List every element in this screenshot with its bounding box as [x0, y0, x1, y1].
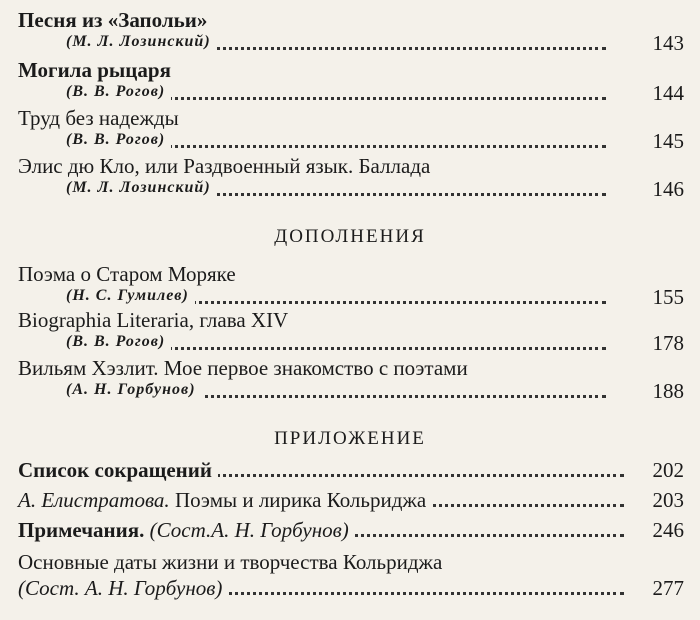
entry-title: Основные даты жизни и творчества Кольриджа: [18, 550, 448, 574]
entry-translator: (В. В. Рогов): [66, 333, 171, 351]
entry-translator: (Н. С. Гумилев): [66, 287, 195, 305]
entry-page: 155: [652, 285, 684, 309]
entry-title: Примечания.: [18, 518, 145, 542]
toc-entry: [18, 518, 684, 544]
entry-page: 202: [652, 458, 684, 482]
entry-compiler: (Сост.А. Н. Горбунов): [144, 518, 349, 542]
entry-title: Элис дю Кло, или Раздвоенный язык. Баллада: [18, 154, 431, 178]
section-heading-appendix: ПРИЛОЖЕНИЕ: [274, 428, 426, 449]
entry-title: Могила рыцаря: [18, 58, 171, 82]
toc-entry: [18, 308, 684, 355]
entry-translator: (В. В. Рогов): [66, 131, 171, 149]
article-author: А. Елистратова.: [18, 488, 170, 512]
toc-entry-continuation: [18, 576, 684, 602]
entry-translator: (М. Л. Лозинский): [66, 179, 217, 197]
toc-entry: [18, 8, 684, 55]
entry-translator: (А. Н. Горбунов): [66, 381, 202, 399]
entry-page: 143: [652, 31, 684, 55]
entry-title: Песня из «Запольи»: [18, 8, 208, 32]
entry-page: 246: [652, 518, 684, 542]
entry-page: 145: [652, 129, 684, 153]
section-heading-supplements: ДОПОЛНЕНИЯ: [274, 226, 426, 247]
entry-page: 146: [652, 177, 684, 201]
toc-entry: [18, 58, 684, 105]
entry-translator: (М. Л. Лозинский): [66, 33, 217, 51]
entry-title: Вильям Хэзлит. Мое первое знакомство с поэтами: [18, 356, 468, 380]
entry-compiler: (Сост. А. Н. Горбунов): [18, 576, 228, 600]
toc-entry: [18, 458, 684, 484]
toc-entry: [18, 356, 684, 403]
toc-entry: [18, 488, 684, 514]
toc-entry: [18, 550, 684, 576]
entry-page: 203: [652, 488, 684, 512]
entry-title: Список сокращений: [18, 458, 218, 482]
toc-entry: [18, 106, 684, 153]
entry-title: Поэма о Старом Моряке: [18, 262, 236, 286]
toc-entry: [18, 154, 684, 201]
entry-page: 188: [652, 379, 684, 403]
entry-title: Труд без надежды: [18, 106, 179, 130]
entry-page: 277: [652, 576, 684, 600]
entry-translator: (В. В. Рогов): [66, 83, 171, 101]
toc-entry: [18, 262, 684, 309]
entry-page: 144: [652, 81, 684, 105]
entry-page: 178: [652, 331, 684, 355]
entry-title: Biographia Literaria, глава XIV: [18, 308, 289, 332]
entry-title: Поэмы и лирика Кольриджа: [169, 488, 427, 512]
